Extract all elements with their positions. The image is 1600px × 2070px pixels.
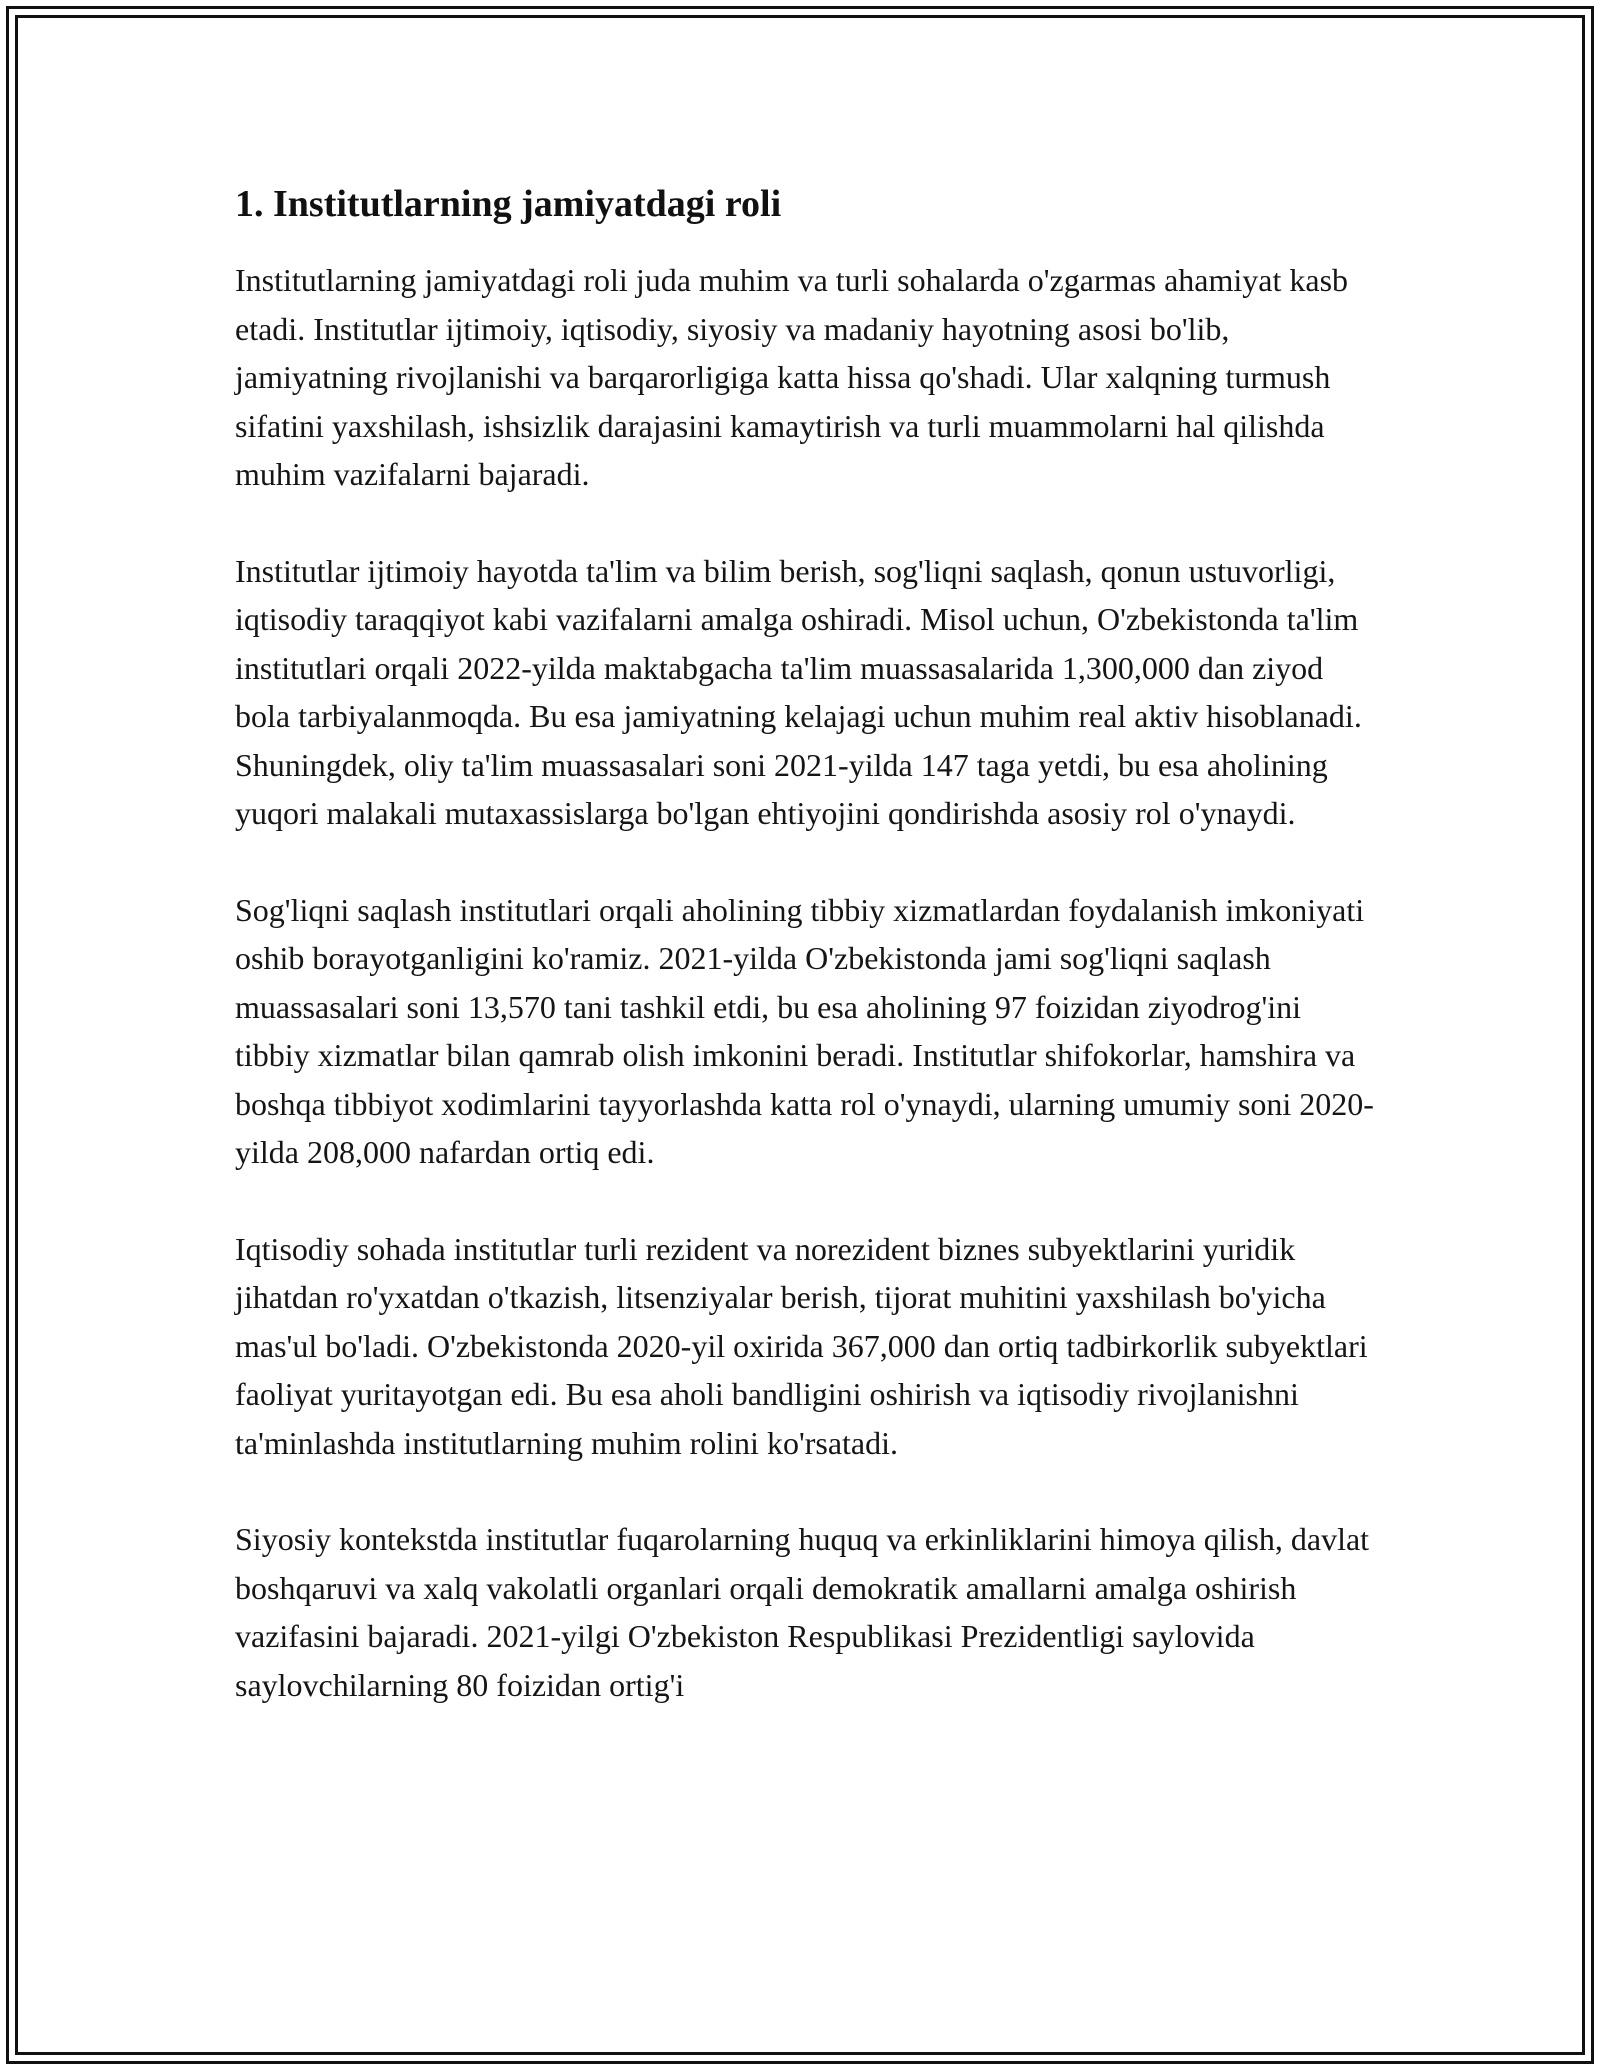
paragraph-education: Institutlar ijtimoiy hayotda ta'lim va bilim berish, sog'liqni saqlash, qonun ustuvorligi, iqtisodiy taraqqiyot kabi vazifalarni amalga oshiradi. Misol uchun, O'zbekistonda ta'lim institutlari orqali 2022-yilda maktabgacha ta'lim muassasalarida 1,300,000 dan ziyod bola tarbiyalanmoqda. Bu esa jamiyatning kelajagi uchun muhim real aktiv hisoblanadi. Shuningdek, oliy ta'lim muassasalari soni 2021-yilda 147 taga yetdi, bu esa aholining yuqori malakali mutaxassislarga bo'lgan ehtiyojini qondirishda asosiy rol o'ynaydi. — [235, 552, 1362, 831]
paragraph-economy: Iqtisodiy sohada institutlar turli rezident va norezident biznes subyektlarini yuridik jihatdan ro'yxatdan o'tkazish, litsenziyalar berish, tijorat muhitini yaxshilash bo'yicha mas'ul bo'ladi. O'zbekistonda 2020-yil oxirida 367,000 dan ortiq tadbirkorlik subyektlari faoliyat yuritayotgan edi. Bu esa aholi bandligini oshirish va iqtisodiy rivojlanishni ta'minlashda institutlarning muhim rolini ko'rsatadi. — [235, 1230, 1368, 1461]
paragraph-intro: Institutlarning jamiyatdagi roli juda muhim va turli sohalarda o'zgarmas ahamiyat kasb etadi. Institutlar ijtimoiy, iqtisodiy, siyosiy va madaniy hayotning asosi bo'lib, jamiyatning rivojlanishi va barqarorligiga katta hissa qo'shadi. Ular xalqning turmush sifatini yaxshilash, ishsizlik darajasini kamaytirish va turli muammolarni hal qilishda muhim vazifalarni bajaradi. — [235, 262, 1349, 492]
paragraph-healthcare: Sog'liqni saqlash institutlari orqali aholining tibbiy xizmatlardan foydalanish imkoniyati oshib borayotganligini ko'ramiz. 2021-yilda O'zbekistonda jami sog'liqni saqlash muassasalari soni 13,570 tani tashkil etdi, bu esa aholining 97 foizidan ziyodrog'ini tibbiy xizmatlar bilan qamrab olish imkonini beradi. Institutlar shifokorlar, hamshira va boshqa tibbiyot xodimlarini tayyorlashda katta rol o'ynaydi, ularning umumiy soni 2020-yilda 208,000 nafardan ortiq edi. — [235, 891, 1374, 1170]
section-heading: 1. Institutlarning jamiyatdagi roli — [235, 183, 782, 225]
document-body — [235, 180, 1375, 1757]
paragraph-politics: Siyosiy kontekstda institutlar fuqarolarning huquq va erkinliklarini himoya qilish, davlat boshqaruvi va xalq vakolatli organlari orqali demokratik amallarni amalga oshirish vazifasini bajaradi. 2021-yilgi O'zbekiston Respublikasi Prezidentligi saylovida saylovchilarning 80 foizidan ortig'i — [235, 1521, 1370, 1703]
